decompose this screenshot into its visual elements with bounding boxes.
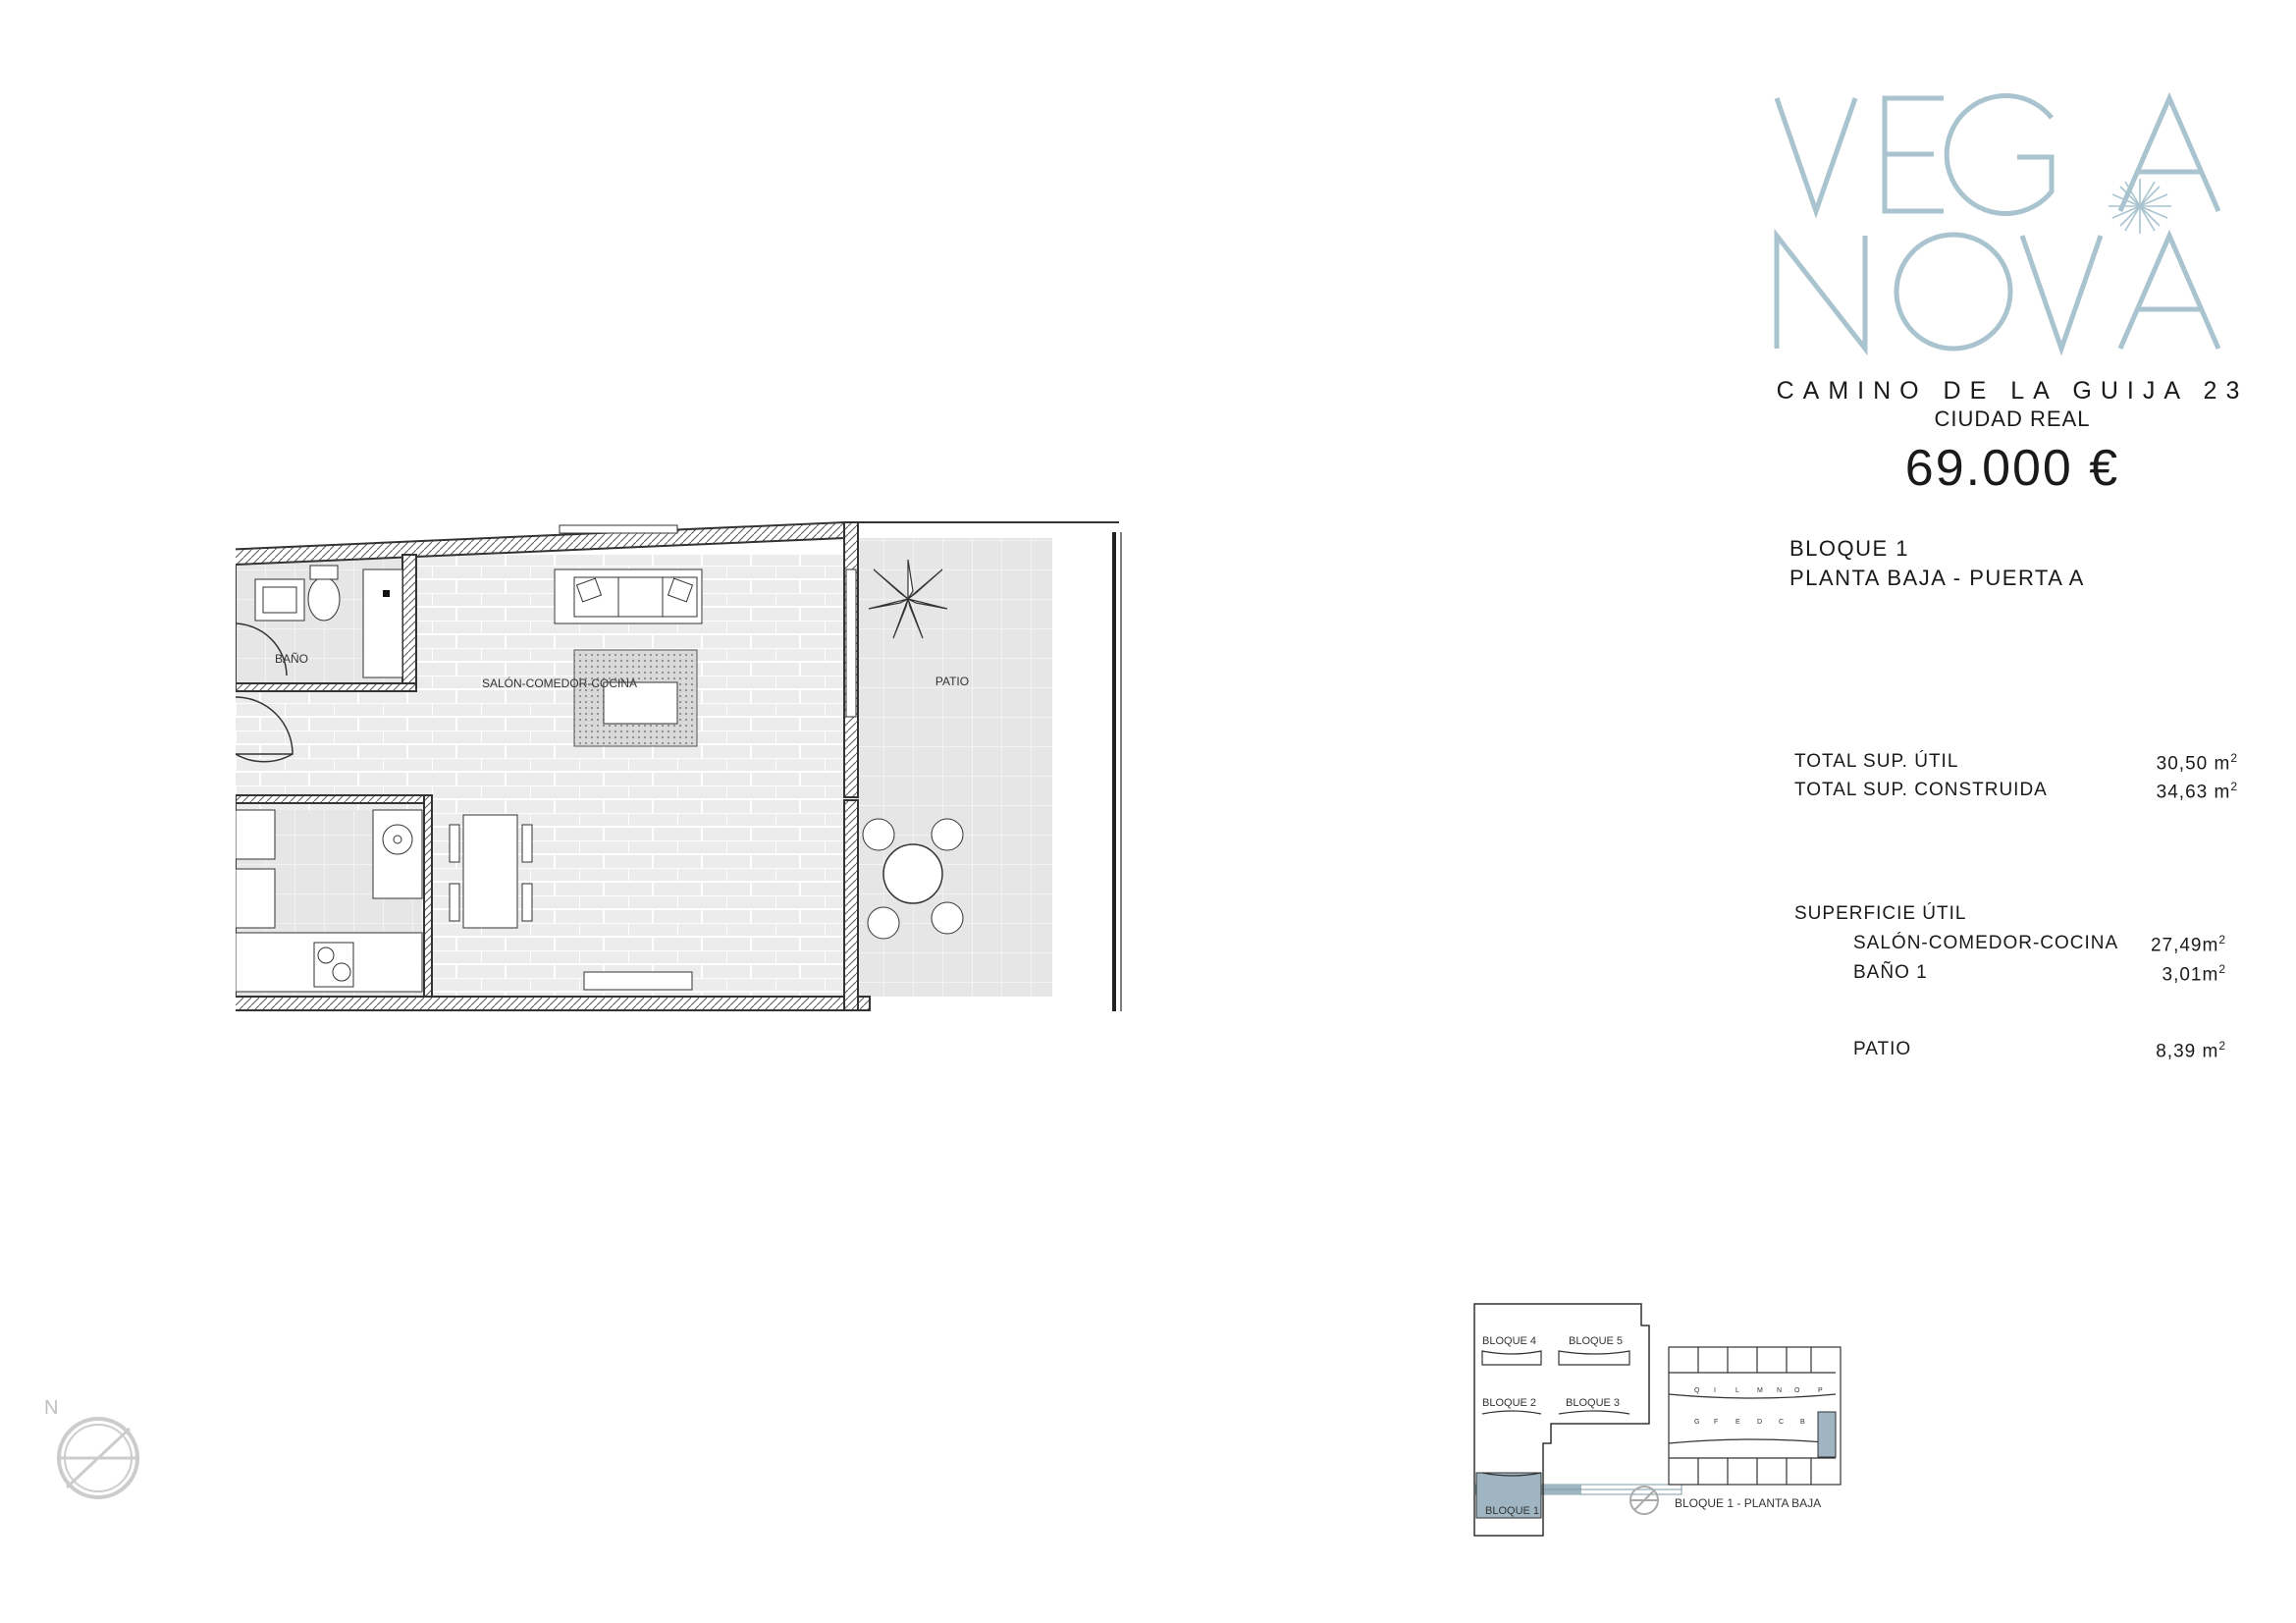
street-address: CAMINO DE LA GUIJA 23 bbox=[1776, 377, 2249, 405]
vega-nova-logo bbox=[1757, 88, 2268, 363]
bath-room-label: BAÑO bbox=[275, 652, 309, 666]
svg-text:D: D bbox=[1757, 1419, 1763, 1426]
site-block-1: BLOQUE 1 bbox=[1485, 1505, 1540, 1517]
site-block-3: BLOQUE 3 bbox=[1566, 1397, 1621, 1409]
site-block-4: BLOQUE 4 bbox=[1482, 1335, 1537, 1347]
patio-area-label: PATIO bbox=[1853, 1039, 1912, 1059]
total-built-row bbox=[1794, 780, 2238, 805]
price: 69.000 € bbox=[1904, 440, 2120, 497]
svg-text:O: O bbox=[1794, 1387, 1800, 1394]
svg-text:M: M bbox=[1757, 1387, 1763, 1394]
useful-area-heading: SUPERFICIE ÚTIL bbox=[1794, 903, 1967, 924]
total-built-label: TOTAL SUP. CONSTRUIDA bbox=[1794, 780, 2048, 800]
patio-area-row bbox=[1794, 1039, 2226, 1064]
compass-label: N bbox=[44, 1397, 59, 1419]
site-block-2: BLOQUE 2 bbox=[1482, 1397, 1537, 1409]
compass-icon bbox=[39, 1394, 147, 1512]
city: CIUDAD REAL bbox=[1934, 406, 2091, 431]
bath-area-row bbox=[1794, 962, 2226, 988]
svg-text:Q: Q bbox=[1694, 1387, 1700, 1394]
living-area-value: $27,49m^2$ bbox=[2150, 933, 2226, 956]
bath-area-label: BAÑO 1 bbox=[1853, 962, 1928, 983]
site-plan-caption: BLOQUE 1 - PLANTA BAJA bbox=[1675, 1496, 1822, 1510]
logo-line1: VEGA bbox=[1777, 88, 1780, 89]
site-block-5: BLOQUE 5 bbox=[1569, 1335, 1624, 1347]
svg-text:G: G bbox=[1694, 1419, 1700, 1426]
svg-text:F: F bbox=[1714, 1419, 1719, 1426]
bath-area-value: $3,01m^2$ bbox=[2162, 962, 2226, 986]
svg-text:P: P bbox=[1818, 1387, 1823, 1394]
total-useful-value: 30,50 $m^2$ bbox=[2156, 751, 2238, 775]
svg-text:E: E bbox=[1735, 1419, 1740, 1426]
patio-area-value: 8,39 $m^2$ bbox=[2156, 1039, 2226, 1062]
svg-text:N: N bbox=[1777, 1387, 1783, 1394]
total-useful-label: TOTAL SUP. ÚTIL bbox=[1794, 751, 1959, 772]
svg-text:B: B bbox=[1800, 1419, 1805, 1426]
living-room-label: SALÓN-COMEDOR-COCINA bbox=[481, 676, 638, 690]
patio-room-label: PATIO bbox=[934, 675, 970, 688]
floor-door-label: PLANTA BAJA - PUERTA A bbox=[1789, 566, 2085, 590]
total-built-value: 34,63 $m^2$ bbox=[2156, 780, 2238, 803]
svg-text:I: I bbox=[1714, 1387, 1716, 1394]
living-area-label: SALÓN-COMEDOR-COCINA bbox=[1853, 933, 2119, 953]
total-useful-row bbox=[1794, 751, 2238, 777]
site-plan bbox=[1463, 1296, 2268, 1551]
living-area-row bbox=[1794, 933, 2226, 958]
svg-text:L: L bbox=[1735, 1387, 1739, 1394]
floor-plan bbox=[236, 511, 1374, 1021]
svg-text:C: C bbox=[1779, 1419, 1785, 1426]
block-label: BLOQUE 1 bbox=[1789, 536, 1910, 561]
